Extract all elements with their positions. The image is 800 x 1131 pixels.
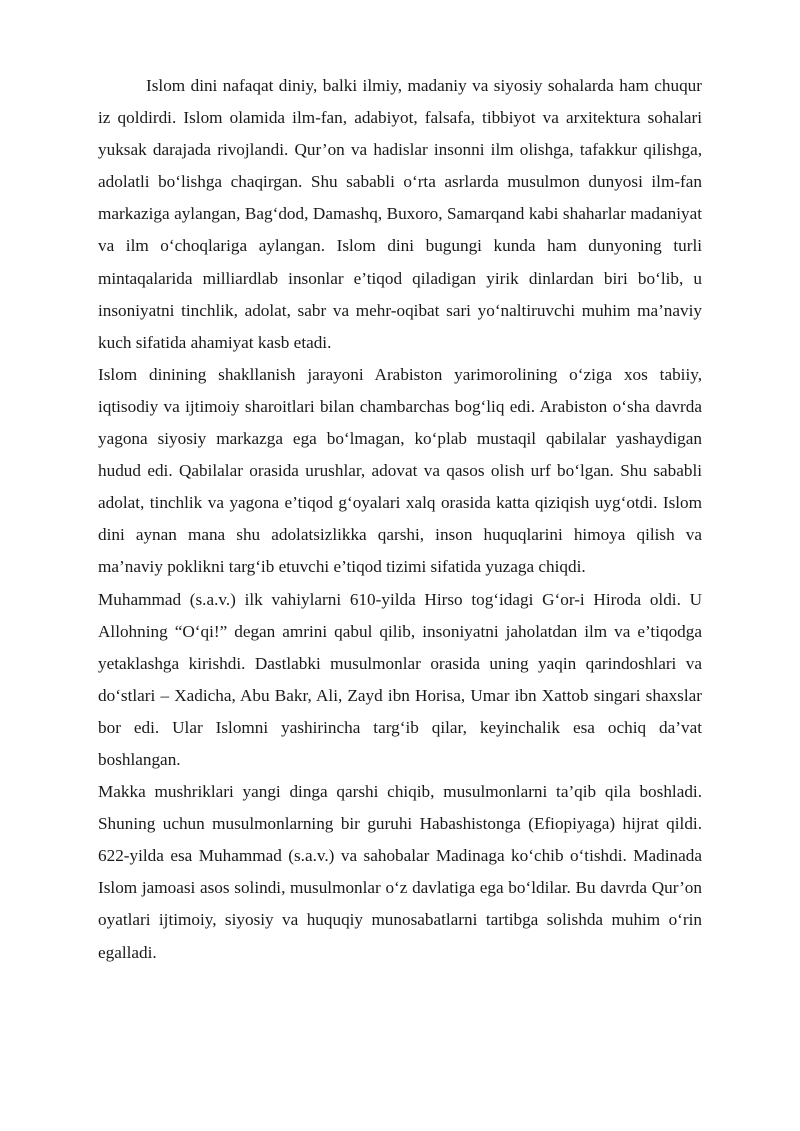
paragraph-first-revelations: Muhammad (s.a.v.) ilk vahiylarni 610-yilda Hirso tog‘idagi G‘or-i Hiroda oldi. U Allohning “O‘qi!” degan amrini qabul qilib, insoniyatni jaholatdan ilm va e’tiqodga yetaklashga kirishdi. Dastlabki musulmonlar orasida uning yaqin qarindoshlari va do‘stlari – Xadicha, Abu Bakr, Ali, Zayd ibn Horisa, Umar ibn Xattob singari shaxslar bor edi. Ular Islomni yashirincha targ‘ib qilar, keyinchalik esa ochiq da’vat boshlangan. bbox=[98, 589, 702, 769]
paragraph-islom-influence: Islom dini nafaqat diniy, balki ilmiy, madaniy va siyosiy sohalarda ham chuqur iz qoldirdi. Islom olamida ilm-fan, adabiyot, falsafa, tibbiyot va arxitektura sohalari yuksak darajada rivojlandi. Qur’on va hadislar insonni ilm olishga, tafakkur qilishga, adolatli bo‘lishga chaqirgan. Shu sababli o‘rta asrlarda musulmon dunyosi ilm-fan markaziga aylangan, Bag‘dod, Damashq, Buxoro, Samarqand kabi shaharlar madaniyat va ilm o‘choqlariga aylangan. Islom dini bugungi kunda ham dunyoning turli mintaqalarida milliardlab insonlar e’tiqod qiladigan yirik dinlardan biri bo‘lib, u insoniyatni tinchlik, adolat, sabr va mehr-oqibat sari yo‘naltiruvchi muhim ma’naviy kuch sifatida ahamiyat kasb etadi. bbox=[98, 76, 702, 352]
paragraph-hijra: Makka mushriklari yangi dinga qarshi chiqib, musulmonlarni ta’qib qila boshladi. Shuning uchun musulmonlarning bir guruhi Habashistonga (Efiopiyaga) hijrat qildi. 622-yilda esa Muhammad (s.a.v.) va sahobalar Madinaga ko‘chib o‘tishdi. Madinada Islom jamoasi asos solindi, musulmonlar o‘z davlatiga ega bo‘ldilar. Bu davrda Qur’on oyatlari ijtimoiy, siyosiy va huquqiy munosabatlarni tartibga solishda muhim o‘rin egalladi. bbox=[98, 782, 702, 962]
document-page bbox=[98, 70, 702, 969]
paragraph-islom-formation: Islom dinining shakllanish jarayoni Arabiston yarimorolining o‘ziga xos tabiiy, iqtisodiy va ijtimoiy sharoitlari bilan chambarchas bog‘liq edi. Arabiston o‘sha davrda yagona siyosiy markazga ega bo‘lmagan, ko‘plab mustaqil qabilalar yashaydigan hudud edi. Qabilalar orasida urushlar, adovat va qasos olish urf bo‘lgan. Shu sababli adolat, tinchlik va yagona e’tiqod g‘oyalari xalq orasida katta qiziqish uyg‘otdi. Islom dini aynan mana shu adolatsizlikka qarshi, inson huquqlarini himoya qilish va ma’naviy poklikni targ‘ib etuvchi e’tiqod tizimi sifatida yuzaga chiqdi. bbox=[98, 364, 702, 577]
